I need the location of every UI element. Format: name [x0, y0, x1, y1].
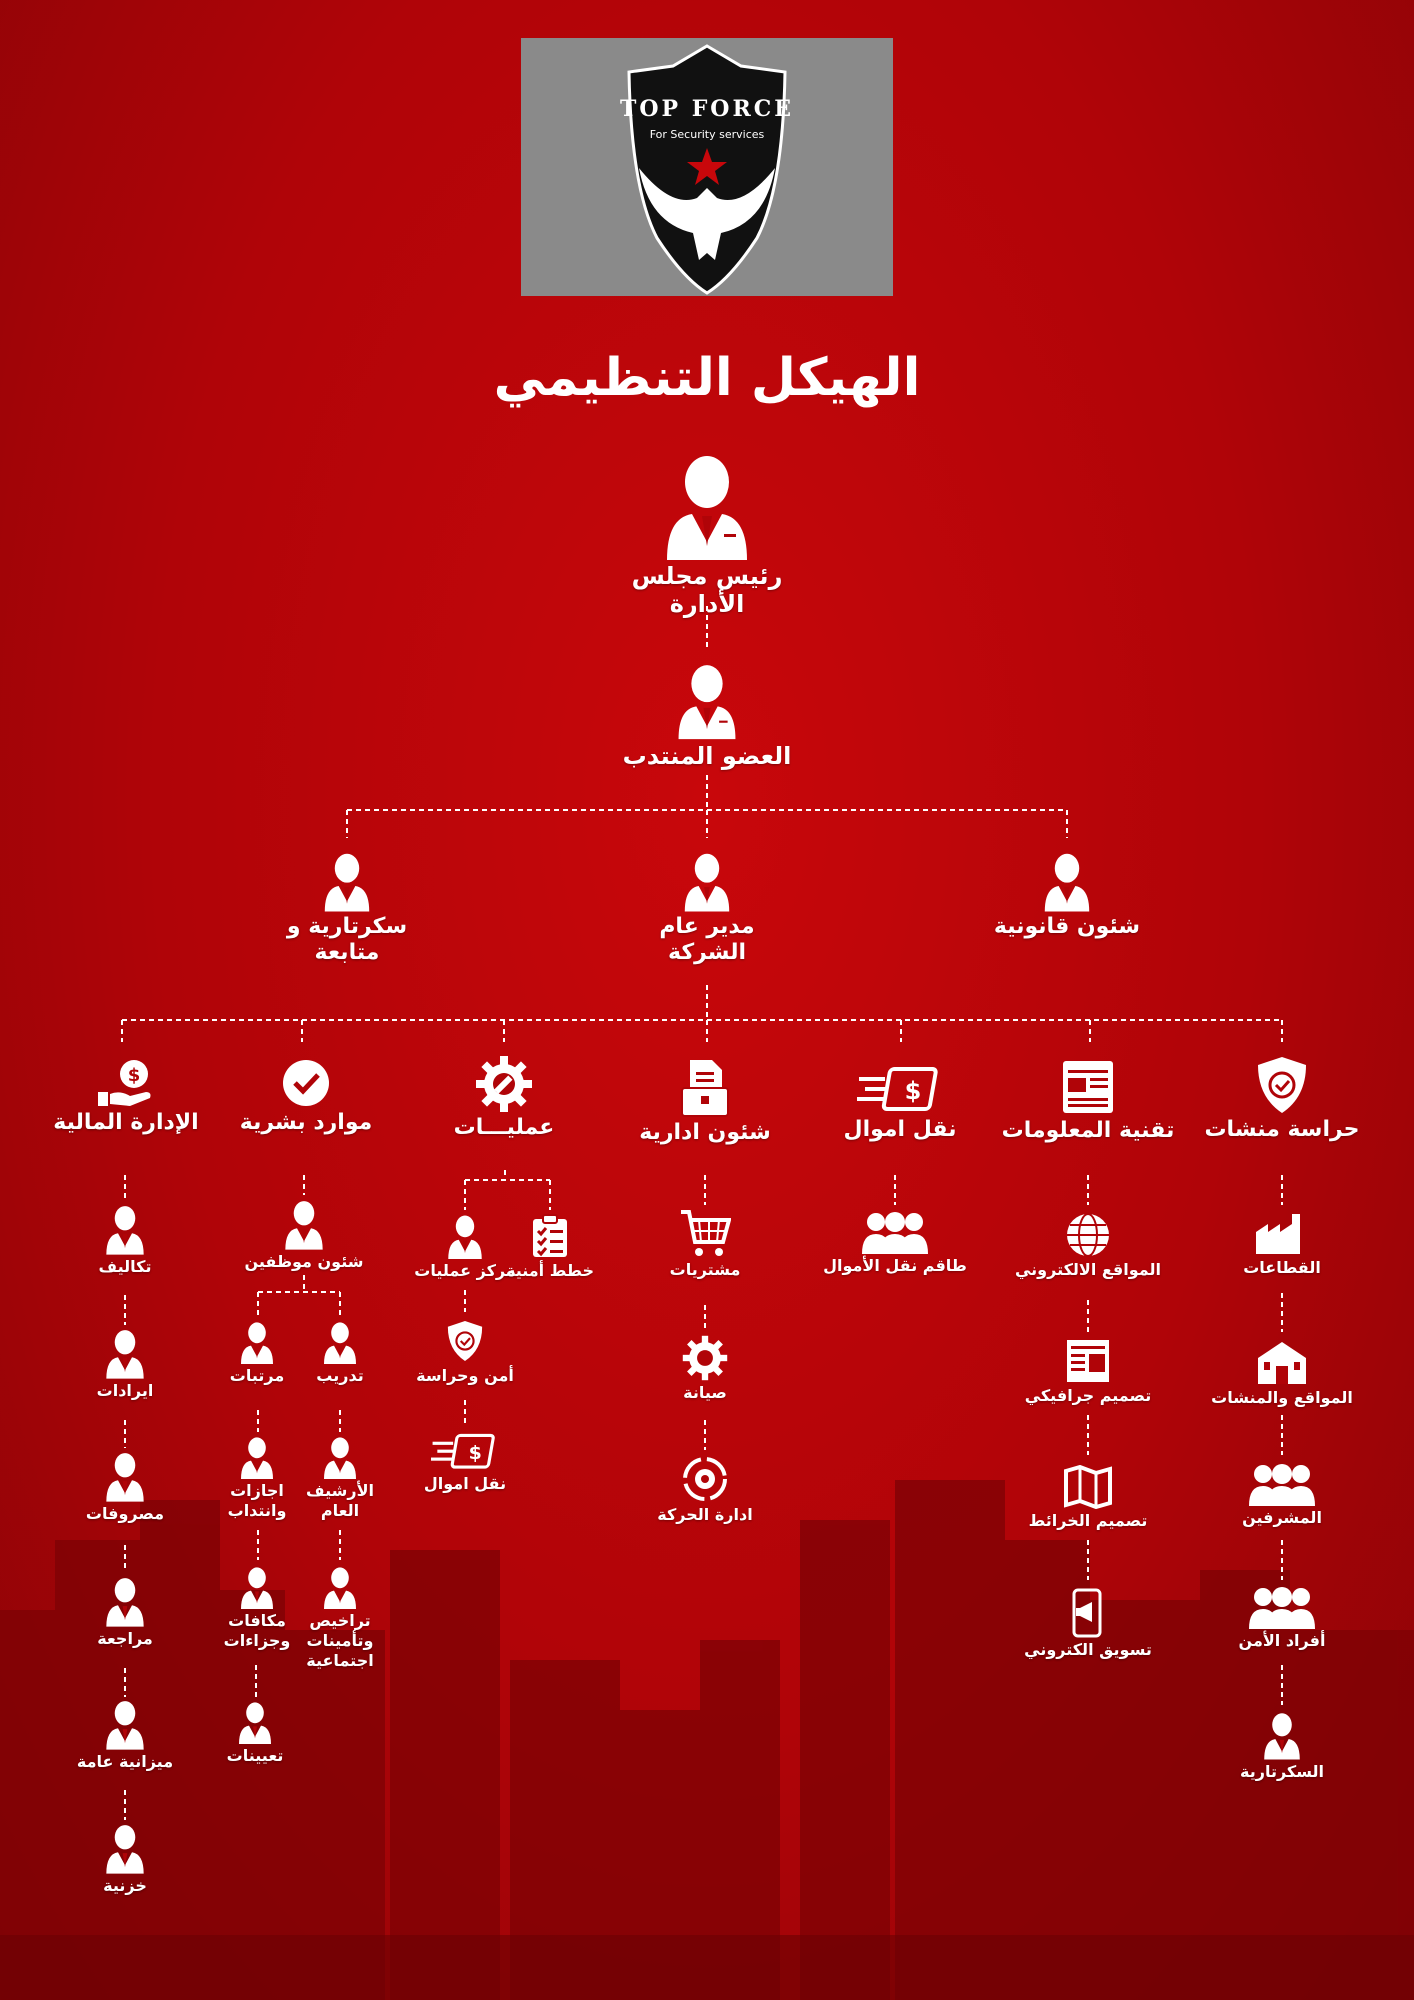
- node-ops-money-transport: [405, 1432, 525, 1494]
- node-label: مرتبات: [229, 1366, 285, 1385]
- folded-map-icon: [1064, 1465, 1112, 1509]
- node-label: مراجعة: [97, 1629, 153, 1648]
- node-label: نقل اموال: [843, 1117, 957, 1142]
- node-label: تدريب: [316, 1366, 364, 1385]
- node-label: مشتريات: [669, 1260, 741, 1279]
- node-label: المواقع والمنشات: [1211, 1388, 1353, 1407]
- node-financial-admin: [36, 1058, 216, 1136]
- gear-wrench-icon: [475, 1055, 533, 1113]
- node-label: تعيينات: [226, 1746, 284, 1765]
- node-managing-member: [617, 660, 797, 770]
- node-label: العضو المنتدب: [622, 742, 792, 770]
- shield-check-icon: [445, 1318, 485, 1364]
- person-icon: [104, 1203, 146, 1255]
- node-label: عمليـــات: [453, 1115, 555, 1140]
- node-label: المواقع الالكتروني: [1014, 1260, 1162, 1279]
- node-label: تقنية المعلومات: [1001, 1118, 1175, 1143]
- node-human-resources: [216, 1058, 396, 1136]
- svg-text:$: $: [127, 1065, 141, 1086]
- group-people-icon: [1247, 1462, 1317, 1506]
- node-appointments: [205, 1700, 305, 1766]
- building-icon: [1256, 1340, 1308, 1386]
- shopping-cart-icon: [679, 1208, 731, 1258]
- node-label: تصميم الخرائط: [1028, 1511, 1148, 1530]
- web-browser-icon: [1060, 1058, 1116, 1116]
- node-label: السكرتارية: [1240, 1762, 1324, 1781]
- person-icon: [239, 1435, 275, 1479]
- node-label: تسويق الكتروني: [1024, 1640, 1152, 1659]
- person-icon: [322, 1565, 358, 1609]
- node-label: ميزانية عامة: [76, 1752, 174, 1771]
- gear-icon: [682, 1335, 728, 1381]
- svg-text:$: $: [904, 1077, 922, 1105]
- executive-person-icon: [662, 450, 752, 560]
- node-secretariat: [1192, 1710, 1372, 1782]
- factory-icon: [1254, 1210, 1310, 1256]
- person-icon: [322, 850, 372, 912]
- node-information-technology: [998, 1058, 1178, 1144]
- node-label: ادارة الحركة: [657, 1505, 753, 1524]
- node-rewards-penalties: [207, 1565, 307, 1651]
- person-icon: [239, 1320, 275, 1364]
- node-money-transport-crew: [805, 1210, 985, 1276]
- node-label: خزنية: [103, 1876, 147, 1895]
- node-general-manager: [617, 850, 797, 966]
- layout-design-icon: [1065, 1338, 1111, 1384]
- node-expenses: [35, 1450, 215, 1524]
- clipboard-checklist-icon: [531, 1213, 569, 1259]
- node-audit: [35, 1575, 215, 1649]
- money-transfer-icon: [857, 1065, 943, 1115]
- node-label: نقل اموال: [423, 1474, 507, 1493]
- executive-person-icon: [675, 660, 739, 740]
- node-label: سكرتارية و متابعة: [286, 914, 408, 965]
- node-label: حراسة منشات: [1204, 1117, 1360, 1142]
- person-icon: [104, 1327, 146, 1379]
- node-supervisors: [1192, 1462, 1372, 1528]
- logo-brand-text: TOP FORCE: [619, 96, 795, 122]
- person-icon: [237, 1700, 273, 1744]
- node-label: شئون ادارية: [639, 1120, 771, 1145]
- svg-text:$: $: [468, 1442, 482, 1465]
- node-maintenance: [615, 1335, 795, 1403]
- node-label: طاقم نقل الأموال: [823, 1256, 967, 1275]
- node-map-design: [998, 1465, 1178, 1531]
- cycle-gear-icon: [681, 1455, 729, 1503]
- node-operations-center: [405, 1213, 525, 1281]
- node-label: اجازات وانتداب: [227, 1481, 287, 1520]
- person-icon: [104, 1822, 146, 1874]
- node-chairman: [617, 450, 797, 618]
- node-label: موارد بشرية: [239, 1110, 373, 1135]
- node-operations: [414, 1055, 594, 1141]
- node-leaves-secondment: [207, 1435, 307, 1521]
- hand-money-icon: [96, 1058, 156, 1108]
- node-websites: [998, 1212, 1178, 1280]
- person-icon: [283, 1198, 325, 1250]
- node-label: الأرشيف العام: [306, 1481, 374, 1520]
- globe-icon: [1065, 1212, 1111, 1258]
- node-secretary-followup: [257, 850, 437, 966]
- person-icon: [104, 1698, 146, 1750]
- node-label: صيانة: [683, 1383, 727, 1402]
- node-security-guarding: [405, 1318, 525, 1386]
- company-logo: [521, 38, 893, 296]
- node-label: تكاليف: [98, 1257, 152, 1276]
- node-label: شئون قانونية: [993, 914, 1141, 939]
- node-label: ايرادات: [96, 1381, 154, 1400]
- check-circle-icon: [281, 1058, 331, 1108]
- node-purchases: [615, 1208, 795, 1280]
- node-salaries: [207, 1320, 307, 1386]
- person-icon: [104, 1575, 146, 1627]
- phone-megaphone-icon: [1068, 1588, 1108, 1638]
- person-icon: [682, 850, 732, 912]
- node-label: مكافات وجزاءات: [223, 1611, 291, 1650]
- node-label: خطط أمنية: [506, 1261, 594, 1280]
- node-graphic-design: [998, 1338, 1178, 1406]
- node-revenues: [35, 1327, 215, 1401]
- person-icon: [1042, 850, 1092, 912]
- person-icon: [322, 1435, 358, 1479]
- node-legal-affairs: [977, 850, 1157, 940]
- node-label: رئيس مجلس الأدارة: [631, 562, 783, 618]
- node-label: شئون موظفين: [244, 1252, 364, 1271]
- node-treasury: [35, 1822, 215, 1896]
- node-label: مركز عمليات: [414, 1261, 516, 1280]
- node-fleet-management: [615, 1455, 795, 1525]
- node-sectors: [1192, 1210, 1372, 1278]
- node-label: مصروفات: [85, 1504, 165, 1523]
- node-general-budget: [35, 1698, 215, 1772]
- node-label: المشرفين: [1242, 1508, 1322, 1527]
- logo-tagline-text: For Security services: [649, 128, 765, 141]
- person-icon: [104, 1450, 146, 1502]
- node-e-marketing: [998, 1588, 1178, 1660]
- node-sites-facilities: [1192, 1340, 1372, 1408]
- page-title: الهيكل التنظيمي: [493, 348, 921, 408]
- node-facility-guarding: [1192, 1055, 1372, 1143]
- money-transfer-icon: [431, 1432, 499, 1472]
- person-icon: [446, 1213, 484, 1259]
- person-icon: [1262, 1710, 1302, 1760]
- node-label: الإدارة المالية: [53, 1110, 199, 1135]
- node-money-transport: [810, 1065, 990, 1143]
- node-label: تراخيص وتأمينات اجتماعية: [306, 1611, 374, 1670]
- person-icon: [322, 1320, 358, 1364]
- person-icon: [239, 1565, 275, 1609]
- shield-check-icon: [1254, 1055, 1310, 1115]
- node-employee-affairs: [214, 1198, 394, 1272]
- group-people-icon: [1247, 1585, 1317, 1629]
- group-people-icon: [860, 1210, 930, 1254]
- node-label: مدير عام الشركة: [659, 914, 755, 965]
- node-security-personnel: [1192, 1585, 1372, 1651]
- node-costs: [35, 1203, 215, 1277]
- node-admin-affairs: [615, 1058, 795, 1146]
- document-briefcase-icon: [680, 1058, 730, 1118]
- node-label: القطاعات: [1243, 1258, 1321, 1277]
- node-label: تصميم جرافيكي: [1024, 1386, 1152, 1405]
- node-label: أمن وحراسة: [416, 1366, 514, 1385]
- node-label: أفراد الأمن: [1238, 1631, 1326, 1650]
